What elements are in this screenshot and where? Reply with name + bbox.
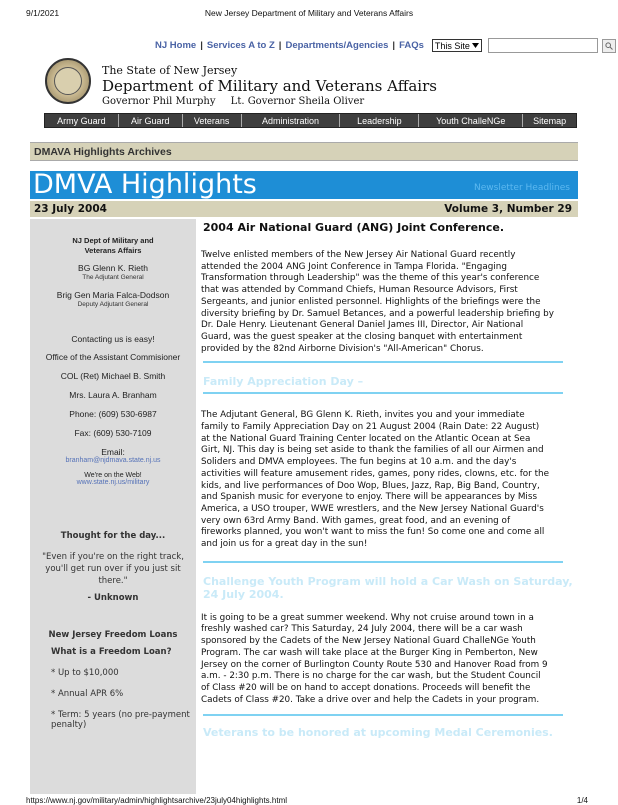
banner-title: DMVA Highlights: [33, 169, 257, 200]
main-nav: [44, 113, 577, 128]
assistant-name: Mrs. Laura A. Branham: [69, 390, 157, 400]
contact-intro: Contacting us is easy!: [71, 334, 155, 344]
faqs-link[interactable]: FAQs: [399, 40, 424, 51]
person1-name: BG Glenn K. Rieth: [78, 263, 148, 273]
nav-youth-challenge[interactable]: Youth ChalleNGe: [419, 114, 523, 127]
services-link[interactable]: Services A to Z: [206, 40, 275, 51]
thought-quote: "Even if you're on the right track, you'll get run over if you just sit there.": [42, 552, 184, 586]
governor-name: Governor Phil Murphy: [102, 96, 216, 107]
state-name: The State of New Jersey: [102, 64, 238, 77]
article1-title: 2004 Air National Guard (ANG) Joint Conference.: [203, 221, 505, 234]
person2-title: Deputy Adjutant General: [77, 301, 149, 308]
nj-home-link[interactable]: NJ Home: [155, 40, 197, 51]
nav-air-guard[interactable]: Air Guard: [119, 114, 183, 127]
highlights-banner: [30, 171, 578, 199]
loan-term: * Term: 5 years (no pre-payment: [51, 710, 190, 720]
divider: [203, 392, 563, 394]
nav-army-guard[interactable]: Army Guard: [45, 114, 119, 127]
sidebar-org: NJ Dept of Military and: [72, 236, 154, 245]
phone: Phone: (609) 530-6987: [69, 409, 157, 419]
print-title: New Jersey Department of Military and Veterans Affairs: [204, 8, 414, 18]
departments-link[interactable]: Departments/Agencies: [285, 40, 389, 51]
search-button[interactable]: [602, 39, 616, 53]
department-name: Department of Military and Veterans Affairs: [102, 77, 437, 95]
banner-subtitle: Newsletter Headlines: [474, 183, 570, 193]
chevron-down-icon: [472, 43, 479, 48]
loans-title: New Jersey Freedom Loans: [48, 630, 178, 640]
thought-author: - Unknown: [87, 593, 139, 603]
issue-dateline: [30, 201, 578, 217]
department-header: [102, 64, 437, 107]
person1-title: The Adjutant General: [82, 274, 144, 281]
issue-date: 23 July 2004: [34, 203, 107, 215]
article4-title: Veterans to be honored at upcoming Medal Ceremonies.: [203, 726, 553, 740]
issue-volume: Volume 3, Number 29: [444, 203, 572, 215]
nav-veterans[interactable]: Veterans: [183, 114, 242, 127]
divider: [203, 361, 563, 363]
nav-administration[interactable]: Administration: [242, 114, 341, 127]
main-content: [201, 219, 575, 739]
office-name: Office of the Assistant Commisioner: [45, 352, 181, 362]
loans-question: What is a Freedom Loan?: [51, 647, 172, 657]
web-link[interactable]: www.state.nj.us/military: [76, 479, 150, 486]
state-seal-logo[interactable]: [45, 58, 91, 104]
divider: [203, 714, 563, 716]
web-label: We're on the Web!: [84, 472, 142, 479]
article3-body: It is going to be a great summer weekend. Why not cruise around town in a freshly washed car? This Saturday, 24 July 2004, there will be a car wash sponsored by the Cadets of the New Jersey National Guard ChalleNGe Youth Program. The car wash will take place at the Burger King in Pemberton, New Jersey on the corner of Burlington County Route 530 and Hanover Road from 9 a.m. - 2:30 p.m. There is no charge for the car wash, but the Student Council of Class #20 will be on hand to accept donations. Proceeds will benefit the Cadets of Class #20. Take a drive over and help the Cadets in your program.: [201, 612, 548, 705]
person2-name: Brig Gen Maria Falca-Dodson: [56, 290, 170, 300]
print-url: https://www.nj.gov/military/admin/highlightsarchive/23july04highlights.html: [26, 796, 288, 805]
print-page: 1/4: [576, 796, 588, 805]
lt-governor-name: Lt. Governor Sheila Oliver: [230, 96, 365, 107]
loan-apr: * Annual APR 6%: [51, 689, 124, 699]
search-icon: [605, 42, 613, 50]
loan-amount: * Up to $10,000: [51, 668, 119, 678]
top-nav: NJ Home | Services A to Z | Departments/Agencies | FAQs This Site: [155, 38, 616, 53]
fax: Fax: (609) 530-7109: [74, 428, 152, 438]
scope-select[interactable]: This Site: [432, 39, 482, 52]
divider: [203, 561, 563, 563]
email-link[interactable]: branham@njdmava.state.nj.us: [65, 457, 161, 464]
article3-title: Challenge Youth Program will hold a Car Wash on Saturday, 24 July 2004.: [203, 574, 573, 601]
nav-sitemap[interactable]: Sitemap: [533, 115, 567, 126]
article2-body: The Adjutant General, BG Glenn K. Rieth, invites you and your immediate family to Family Appreciation Day on 21 August 2004 (Rain Date: 22 August) at the National Guard Training Center located on the Atlantic Ocean at Sea Girt, NJ. This day is being set aside to thank the families of all our Airmen and Soliders and DMVA employees. The fun begins at 10 a.m. and the day's activities will feature amusement rides, games, pony rides, clowns, etc. for the kids, and live performances of Doo Wop, Blues, Jazz, Rap, Big Band, Country, and Spanish music for everyone to enjoy. There will be appearances by Miss America, a USO trouper, WWE wrestlers, and the New Jersey National Guard's very own 63rd Army Band. With games, great food, and an evening of fireworks planned, you won't want to miss the fun! So come one and come all and join us for a great day in the sun!: [201, 410, 550, 550]
nav-leadership[interactable]: Leadership: [340, 114, 419, 127]
search-input[interactable]: [488, 38, 598, 53]
email-label: Email:: [101, 447, 125, 457]
colonel-name: COL (Ret) Michael B. Smith: [60, 371, 166, 381]
sidebar: NJ Dept of Military and Veterans Affairs BG Glenn K. Rieth The Adjutant General Brig Gen Maria Falca-Dodson Deputy Adjutant General Contacting us is easy! Office of the Assistant Commisioner COL (Ret) Michael B. Smith Mrs. Laura A. Branham Phone: (609) 530-6987 Fax: (609) 530-7109 Email: branham@njdmava.state.nj.us We're on the Web! www.state.nj.us/military Thought for the day... "Even if you're on the right track, you'll get run over if you just sit there." - Unknown New Jersey Freedom Loans What is a Freedom Loan? * Up to $10,000 * Annual APR 6% * Term: 5 years (no pre-payment penalty): [30, 219, 196, 794]
article1-body: Twelve enlisted members of the New Jersey Air National Guard recently attended the 2004 ANG Joint Conference in Tampa Florida. "Engaging Transformation through Leadership" was the theme of this year's conference that was attended by Command Chiefs, Human Resource Advisors, First Sergeants, and junior enlisted personnel. Highlights of the briefings were the diversity briefing by Dr. Samuel Betances, and a powerful leadership briefing by Dr. Dale Henry. Lieutenant General Daniel James III, Director, Air National Guard, was the guest speaker at the closing banquet with entertainment provided by the 82nd Airborne Division's "All-American" Chorus.: [201, 250, 554, 354]
print-date: 9/1/2021: [26, 8, 60, 18]
archives-title: DMAVA Highlights Archives: [30, 142, 578, 161]
thought-title: Thought for the day...: [60, 531, 166, 541]
article2-title: Family Appreciation Day –: [203, 375, 364, 389]
